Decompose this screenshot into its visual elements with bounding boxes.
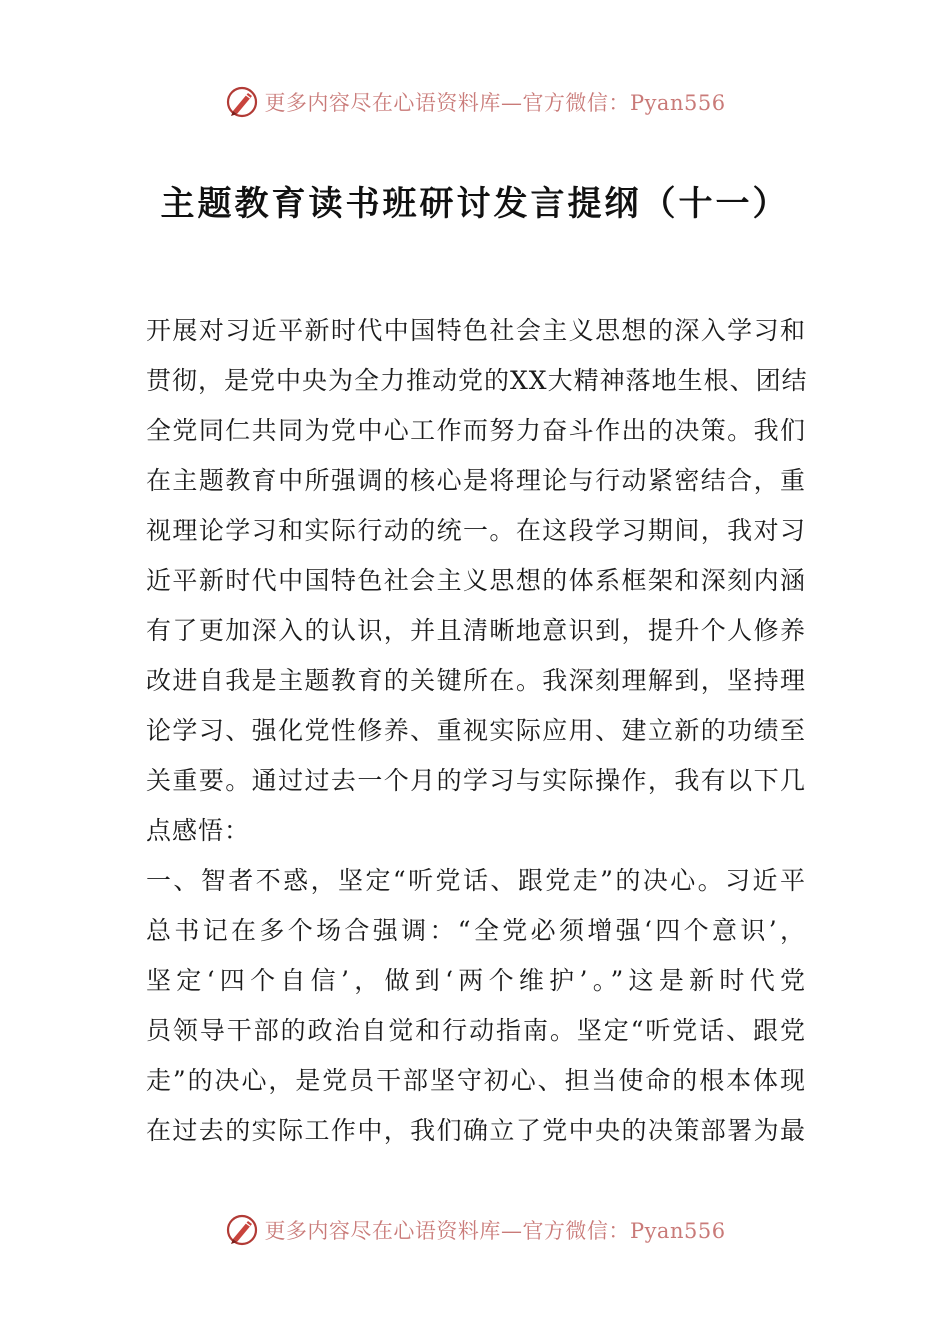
text-line: 近平新时代中国特色社会主义思想的体系框架和深刻内涵 bbox=[146, 566, 806, 595]
text-line: 员领导干部的政治自觉和行动指南。坚定“听党话、跟党 bbox=[146, 1016, 806, 1045]
pen-logo-icon bbox=[224, 84, 260, 120]
text-line: 有了更加深入的认识，并且清晰地意识到，提升个人修养 bbox=[146, 616, 806, 645]
banner-dash: — bbox=[500, 91, 523, 115]
banner-main-text: 更多内容尽在心语资料库 bbox=[264, 1219, 501, 1243]
text-line: 总书记在多个场合强调：“全党必须增强‘四个意识’， bbox=[146, 916, 806, 945]
text-line: 开展对习近平新时代中国特色社会主义思想的深入学习和 bbox=[146, 316, 806, 345]
paragraph-intro bbox=[146, 306, 806, 856]
pen-logo-icon bbox=[224, 1212, 260, 1248]
banner-main-text: 更多内容尽在心语资料库 bbox=[264, 91, 501, 115]
banner-text bbox=[264, 1215, 725, 1245]
text-line: 视理论学习和实际行动的统一。在这段学习期间，我对习 bbox=[146, 516, 806, 545]
paragraph-point-one bbox=[146, 856, 806, 1156]
banner-wechat-label: 官方微信： bbox=[522, 1219, 630, 1243]
text-line: 走”的决心，是党员干部坚守初心、担当使命的根本体现 bbox=[146, 1066, 806, 1095]
banner-dash: — bbox=[500, 1219, 523, 1243]
footer-banner bbox=[0, 1210, 950, 1250]
banner-wechat-id: Pyan556 bbox=[629, 91, 726, 115]
banner-text bbox=[264, 87, 725, 117]
text-line: 一、智者不惑，坚定“听党话、跟党走”的决心。习近平 bbox=[146, 866, 806, 895]
text-line: 贯彻，是党中央为全力推动党的XX大精神落地生根、团结 bbox=[146, 366, 808, 395]
header-banner bbox=[0, 82, 950, 122]
banner-wechat-label: 官方微信： bbox=[522, 91, 630, 115]
document-title: 主题教育读书班研讨发言提纲（十一） bbox=[160, 184, 790, 224]
text-line: 关重要。通过过去一个月的学习与实际操作，我有以下几 bbox=[146, 766, 806, 795]
text-line: 改进自我是主题教育的关键所在。我深刻理解到，坚持理 bbox=[146, 666, 806, 695]
text-line: 全党同仁共同为党中心工作而努力奋斗作出的决策。我们 bbox=[146, 416, 806, 445]
text-line: 在过去的实际工作中，我们确立了党中央的决策部署为最 bbox=[146, 1116, 806, 1145]
text-line: 论学习、强化党性修养、重视实际应用、建立新的功绩至 bbox=[146, 716, 806, 745]
banner-wechat-id: Pyan556 bbox=[629, 1219, 726, 1243]
text-line: 在主题教育中所强调的核心是将理论与行动紧密结合，重 bbox=[146, 466, 806, 495]
text-line: 坚定‘四个自信’，做到‘两个维护’。”这是新时代党 bbox=[146, 966, 806, 995]
document-body bbox=[146, 306, 806, 1156]
text-line: 点感悟： bbox=[146, 816, 251, 845]
